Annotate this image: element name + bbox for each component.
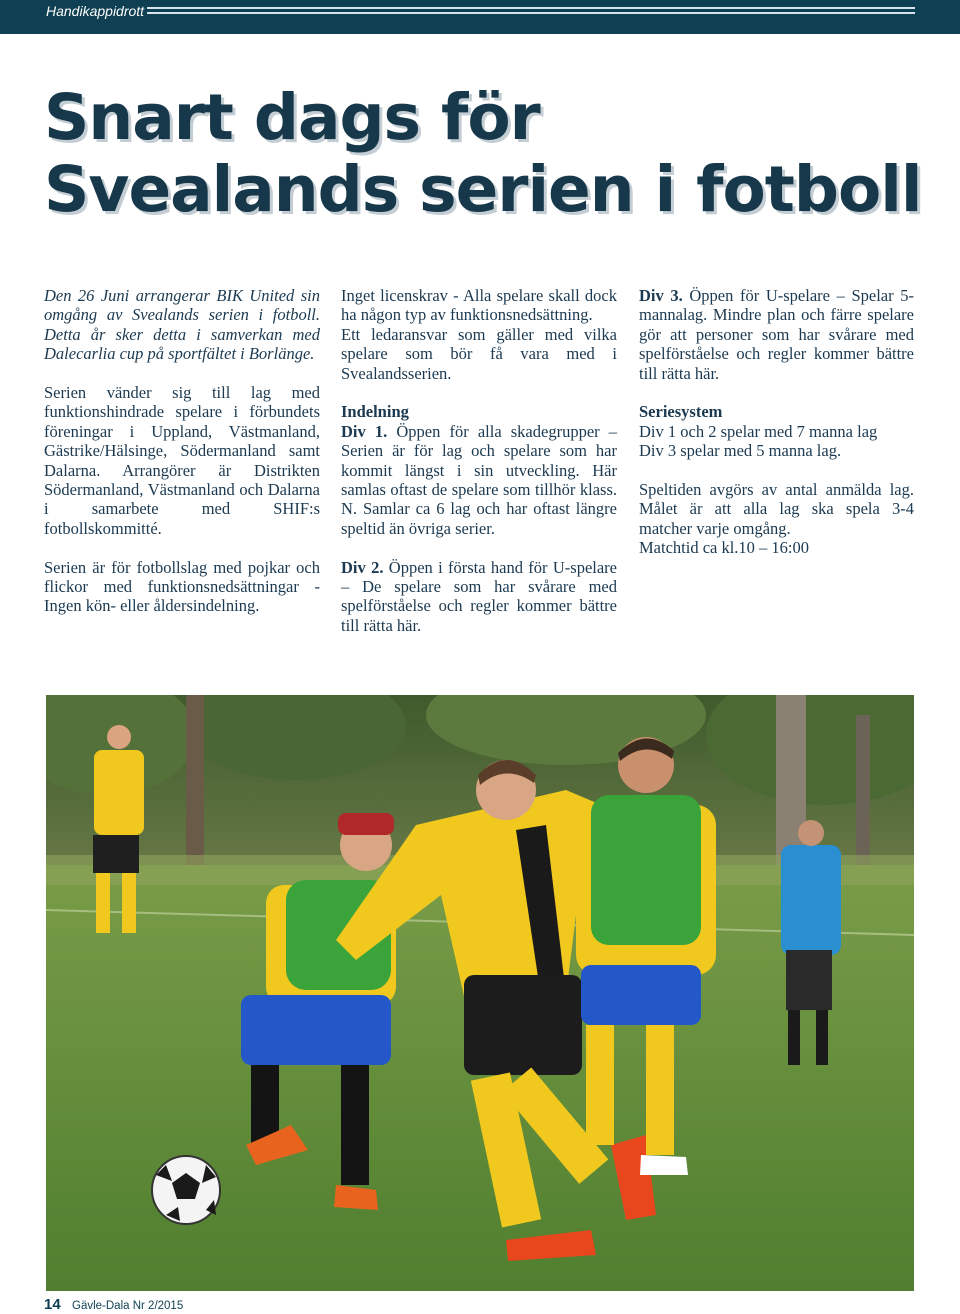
article-column-1 [44,286,320,635]
body-paragraph: Ett ledaransvar som gäller med vilka spelare som bör få vara med i Svealandsserien. [341,324,617,383]
article-column-3 [639,286,914,577]
matchtid-line: Matchtid ca kl.10 – 16:00 [639,538,810,558]
div1-label: Div 1. [341,421,388,441]
seriesystem-line: Div 3 spelar med 5 manna lag. [639,441,842,461]
div3-label: Div 3. [639,286,683,305]
div2-label: Div 2. [341,557,384,577]
header-rule [147,7,915,9]
body-paragraph: Serien är för fotbollslag med pojkar och flickor med funktionsnedsättningar - Ingen kön- eller åldersindelning. [44,557,320,616]
div3-text: Öppen för U-spelare – Spelar 5-mannalag. Mindre plan och färre spelare gör att personer som har svårare med spelförståelse och regler kommer bättre till rätta här. [639,286,914,383]
seriesystem-paragraph [639,402,914,460]
issue-label: Gävle-Dala Nr 2/2015 [72,1300,184,1312]
header-band [0,0,960,34]
section-label: Handikappidrott [46,3,145,19]
headline [44,82,924,226]
seriesystem-heading: Seriesystem [639,402,723,422]
div1-text: Öppen för alla skadegrupper – Serien är för lag och spelare som har kommit längst i sin utveckling. Här samlas oftast de spelare som tillhör klass. N. Samlar ca 6 lag och har oftast längre speltid än övriga serier. [341,421,617,538]
body-paragraph: Inget licenskrav - Alla spelare skall dock ha någon typ av funktionsnedsättning. [341,286,617,325]
headline-line-1: Snart dags för [44,81,540,154]
div1-paragraph [341,422,617,538]
intro-paragraph: Den 26 Juni arrangerar BIK United sin omgång av Svealands serien i fotboll. Detta år sker detta i samverkan med Dalecarlia cup på sportfältet i Borlänge. [44,286,320,364]
speltid-paragraph: Speltiden avgörs av antal anmälda lag. Målet är att alla lag ska spela 3-4 matcher varje omgång. [639,480,914,538]
seriesystem-line: Div 1 och 2 spelar med 7 manna lag [639,421,878,441]
headline-line-2: Svealands serien i fotboll [44,153,922,226]
article-column-2 [341,286,617,655]
div2-text: Öppen i första hand för U-spelare – De spelare som har svårare med spelförståelse och regler kommer bättre till rätta här. [341,557,617,635]
div2-paragraph [341,558,617,636]
header-rule [147,12,915,14]
football-match-photo [46,695,914,1291]
indelning-heading: Indelning [341,402,409,422]
div3-paragraph [639,286,914,383]
body-paragraph: Serien vänder sig till lag med funktionshindrade spelare i förbundets föreningar i Uppland, Västmanland, Gästrike/Hälsinge, Södermanland samt Dalarna. Arrangörer är Distrikten Södermanland, Västmanland och Dalarna i samarbete med SHIF:s fotbollskommitté. [44,383,320,538]
page-number: 14 [44,1296,61,1313]
